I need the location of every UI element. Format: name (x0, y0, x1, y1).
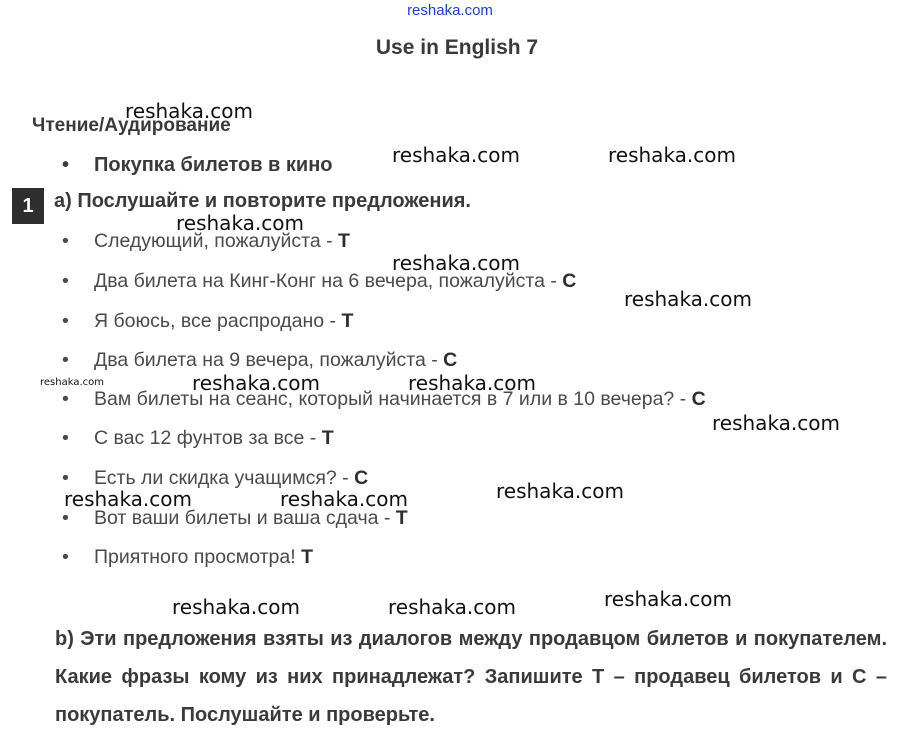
watermark: reshaka.com (604, 587, 732, 611)
watermark: reshaka.com (176, 211, 304, 235)
watermark: reshaka.com (624, 287, 752, 311)
task-a-instruction: a) Послушайте и повторите предложения. (54, 190, 471, 212)
bullet-icon: • (62, 388, 69, 410)
bullet-icon: • (62, 427, 69, 449)
list-item (62, 427, 334, 450)
item-answer-mark: С (562, 270, 577, 292)
bullet-icon: • (62, 467, 69, 489)
list-item (62, 546, 313, 569)
watermark: reshaka.com (125, 99, 253, 123)
list-item (62, 310, 353, 333)
item-answer-mark: Т (338, 230, 350, 252)
list-item (62, 388, 706, 411)
page-title: Use in English 7 (375, 36, 539, 59)
item-text: С вас 12 фунтов за все - (94, 427, 322, 449)
watermark: reshaka.com (496, 479, 624, 503)
watermark-small: reshaka.com (40, 377, 104, 388)
exercise-number-badge: 1 (12, 188, 44, 224)
item-answer-mark: Т (301, 546, 314, 568)
item-text: Следующий, пожалуйста - (94, 230, 339, 252)
watermark: reshaka.com (64, 487, 192, 511)
watermark: reshaka.com (172, 595, 300, 619)
site-link[interactable]: reshaka.com (407, 2, 493, 19)
item-text: Вам билеты на сеанс, который начинается в 7 или в 10 вечера? - (94, 388, 692, 410)
watermark: reshaka.com (192, 371, 320, 395)
topic-bullet (62, 154, 333, 177)
task-b-instruction: b) Эти предложения взяты из диалогов между продавцом билетов и покупателем. Какие фразы кому из них принадлежат? Запишите Т – продавец билетов и С – покупатель. Послушайте и проверьте. (55, 628, 887, 726)
bullet-icon: • (62, 310, 69, 332)
watermark: reshaka.com (388, 595, 516, 619)
watermark: reshaka.com (608, 143, 736, 167)
section-heading: Чтение/Аудирование (32, 115, 231, 136)
item-answer-mark: Т (395, 507, 408, 529)
bullet-icon: • (62, 349, 69, 371)
item-text: Есть ли скидка учащимся? - (94, 467, 355, 489)
watermark: reshaka.com (408, 371, 536, 395)
item-text: Два билета на Кинг-Конг на 6 вечера, пожалуйста - (94, 270, 563, 292)
item-answer-mark: С (443, 349, 458, 371)
watermark: reshaka.com (280, 487, 408, 511)
list-item (62, 349, 457, 372)
bullet-icon: • (62, 230, 69, 252)
item-answer-mark: С (354, 467, 369, 489)
watermark: reshaka.com (712, 411, 840, 435)
item-text: Вот ваши билеты и ваша сдача - (94, 507, 396, 529)
bullet-icon: • (62, 270, 69, 292)
bullet-icon: • (62, 507, 69, 529)
item-answer-mark: Т (341, 310, 354, 332)
bullet-icon: • (62, 154, 70, 176)
item-text: Два билета на 9 вечера, пожалуйста - (94, 349, 444, 371)
watermark: reshaka.com (392, 143, 520, 167)
topic-text: Покупка билетов в кино (94, 154, 333, 176)
watermark: reshaka.com (392, 251, 520, 275)
item-text: Я боюсь, все распродано - (94, 310, 342, 332)
item-answer-mark: С (691, 388, 706, 410)
bullet-icon: • (62, 546, 69, 568)
item-answer-mark: Т (321, 427, 334, 449)
item-text: Приятного просмотра! (94, 546, 302, 568)
